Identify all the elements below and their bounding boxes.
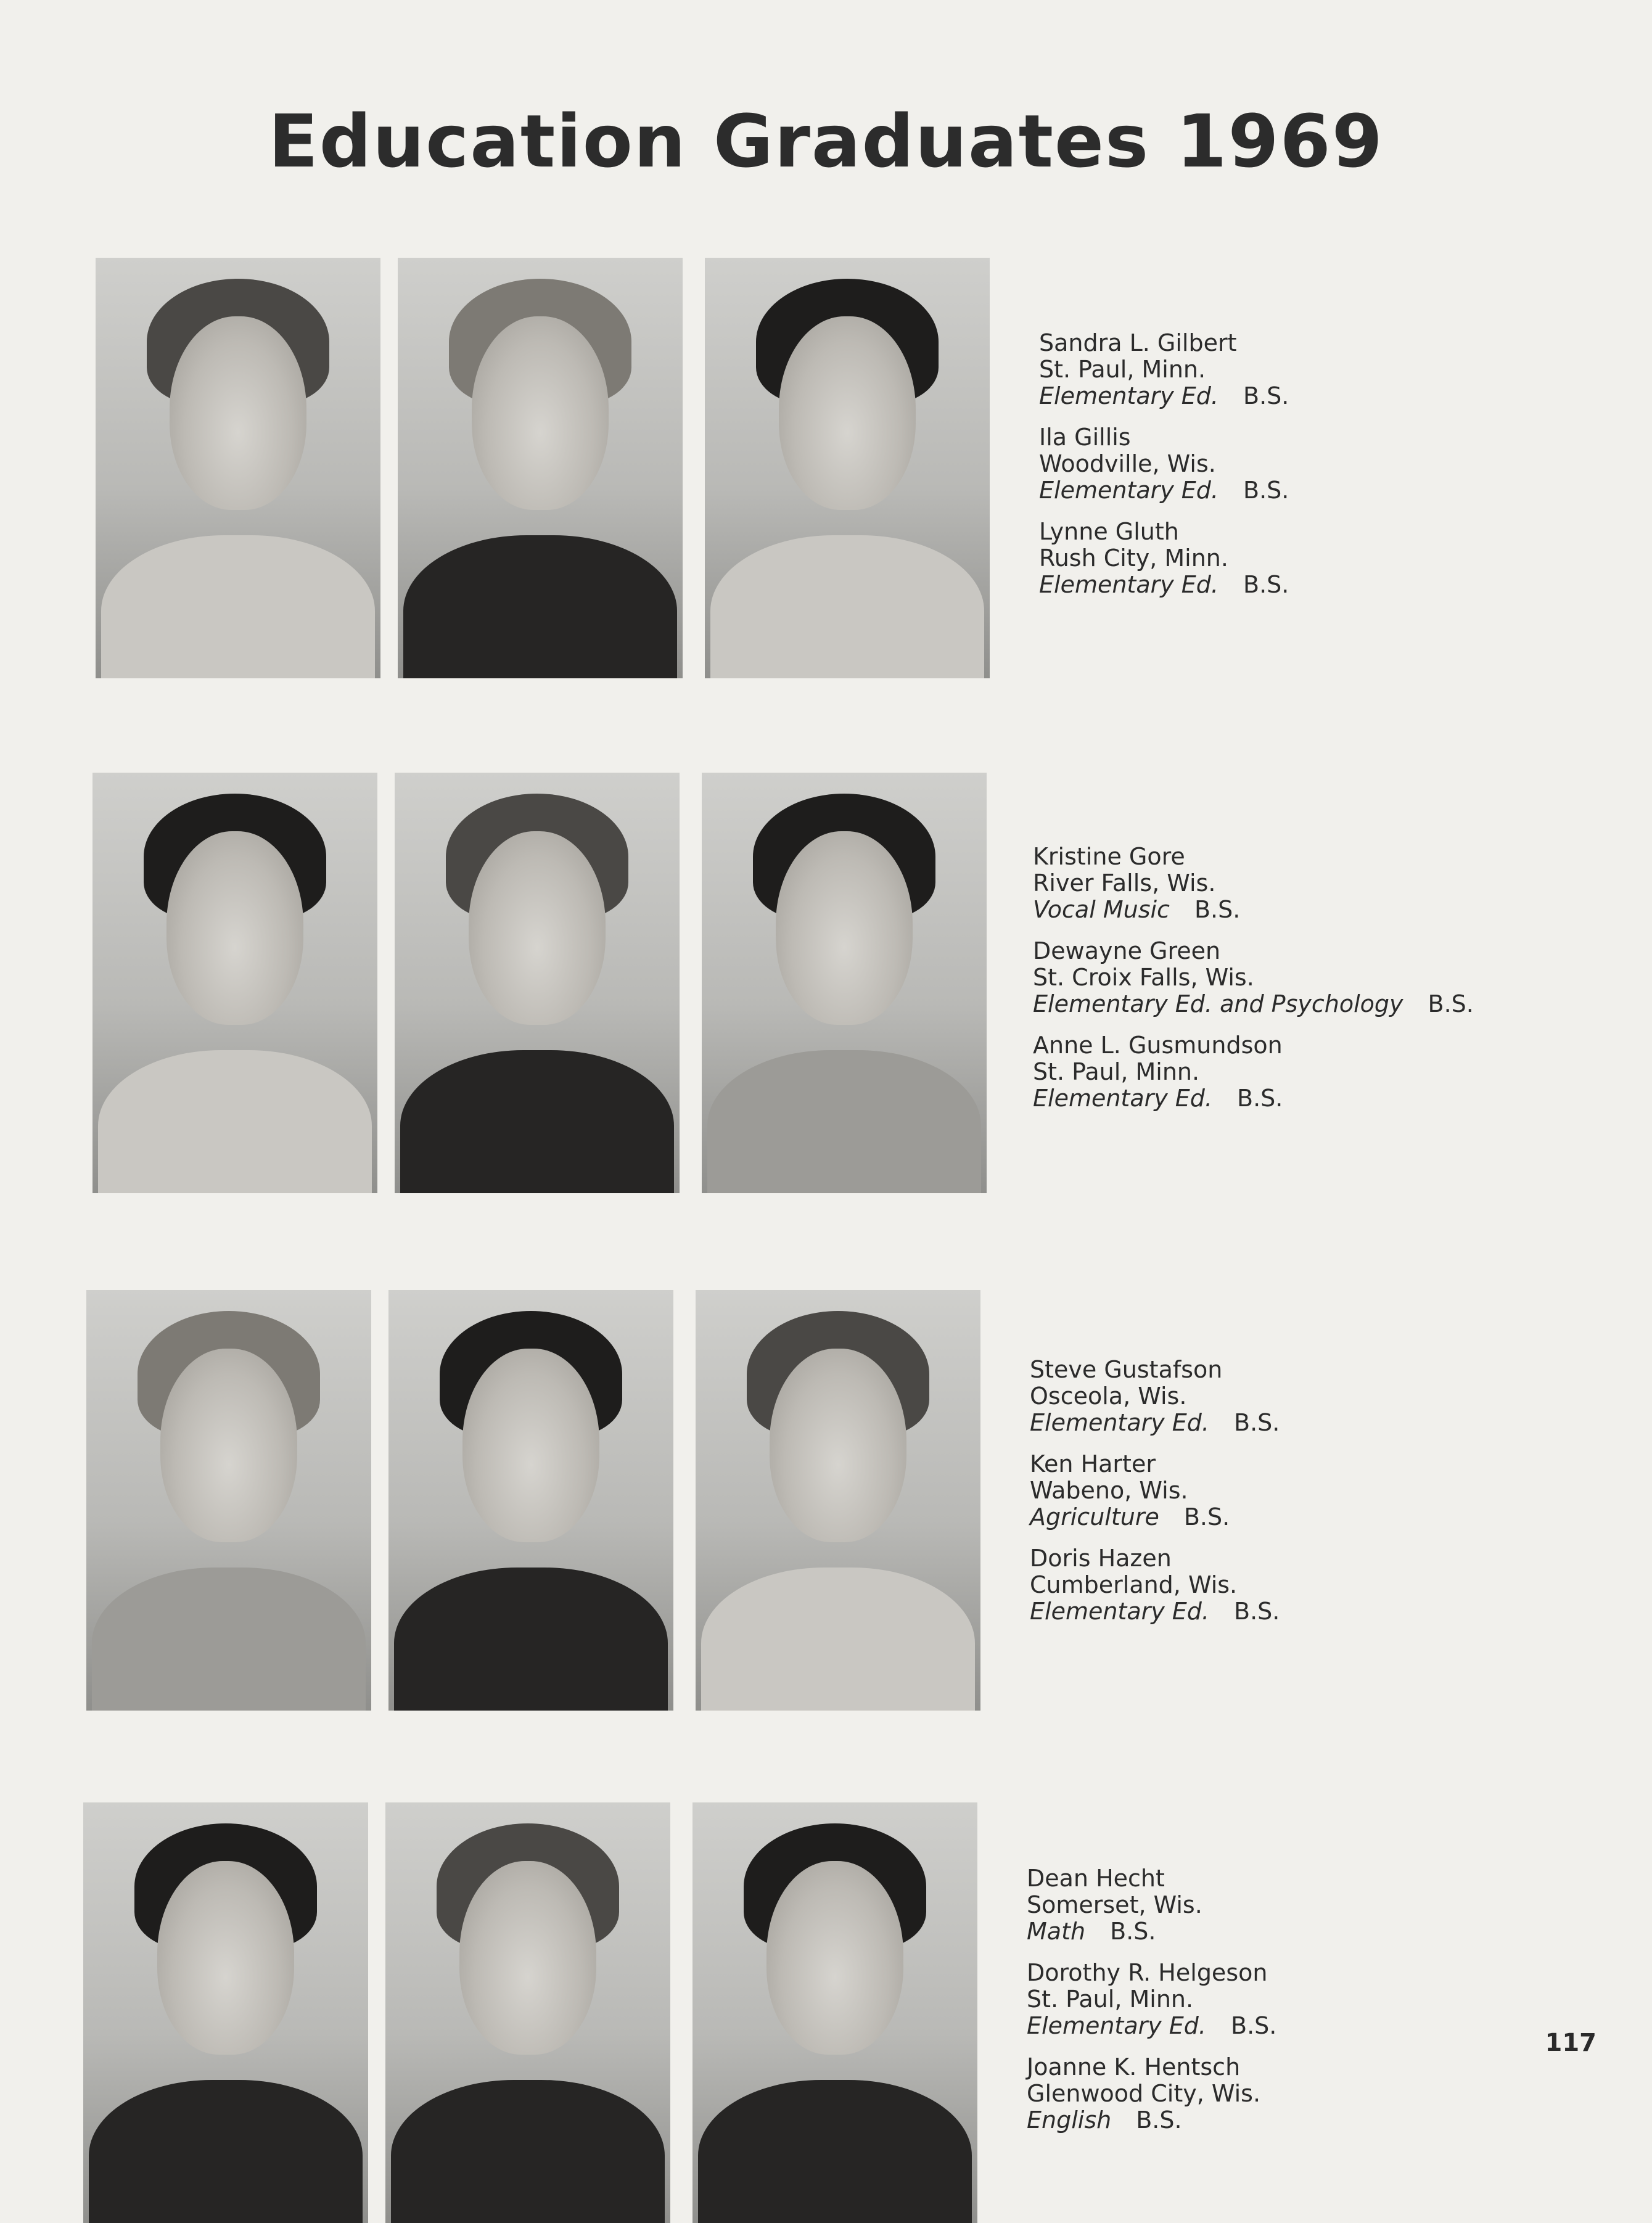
graduate-degree: B.S. [1243,382,1289,409]
graduate-name: Sandra L. Gilbert [1039,329,1237,356]
graduate-entry [1033,938,1474,1017]
graduate-major: Elementary Ed. [1039,382,1219,409]
graduate-name: Dean Hecht [1027,1865,1165,1892]
portrait-photo [705,258,990,678]
graduate-entry [1030,1545,1280,1625]
graduate-hometown: St. Croix Falls, Wis. [1033,964,1254,991]
graduate-hometown: Wabeno, Wis. [1030,1477,1188,1504]
graduate-major: Elementary Ed. [1027,2012,1207,2039]
page-title: Education Graduates 1969 [268,99,1384,184]
portrait-photo [696,1290,980,1711]
graduate-degree: B.S. [1234,1409,1280,1436]
graduate-major: Vocal Music [1033,896,1170,923]
graduate-degree: B.S. [1231,2012,1277,2039]
graduate-entry [1030,1451,1280,1531]
portrait-photo [398,258,683,678]
graduate-entry [1039,330,1289,409]
graduate-hometown: St. Paul, Minn. [1033,1058,1200,1085]
graduate-degree: B.S. [1110,1918,1156,1945]
graduate-major: Elementary Ed. [1030,1598,1210,1625]
graduate-major: English [1027,2106,1112,2134]
graduate-major: Elementary Ed. [1030,1409,1210,1436]
graduate-name: Steve Gustafson [1030,1356,1223,1383]
graduate-list [1027,1865,1276,2148]
portrait-photo [385,1802,670,2223]
graduate-name: Dewayne Green [1033,937,1221,964]
graduate-hometown: Cumberland, Wis. [1030,1571,1238,1598]
graduate-major: Agriculture [1030,1503,1159,1531]
graduate-hometown: Woodville, Wis. [1039,450,1216,477]
graduate-major: Elementary Ed. [1039,477,1219,504]
graduate-entry [1039,519,1289,598]
portrait-photo [692,1802,977,2223]
graduate-degree: B.S. [1237,1085,1283,1112]
graduate-list [1030,1357,1280,1640]
graduate-entry [1039,424,1289,504]
graduate-degree: B.S. [1183,1503,1230,1531]
graduate-major: Elementary Ed. [1033,1085,1213,1112]
graduate-name: Doris Hazen [1030,1545,1172,1572]
graduate-name: Ken Harter [1030,1450,1156,1477]
graduate-hometown: Osceola, Wis. [1030,1383,1187,1410]
portrait-photo [92,773,377,1193]
graduate-hometown: Glenwood City, Wis. [1027,2080,1261,2107]
graduate-entry [1033,844,1474,923]
portrait-photo [395,773,680,1193]
graduate-degree: B.S. [1136,2106,1182,2134]
graduate-list [1039,330,1289,613]
graduate-hometown: St. Paul, Minn. [1027,1986,1194,2013]
graduate-name: Anne L. Gusmundson [1033,1032,1283,1059]
graduate-major: Elementary Ed. [1039,571,1219,598]
graduate-name: Dorothy R. Helgeson [1027,1959,1268,1986]
graduate-entry [1027,2054,1276,2134]
graduate-degree: B.S. [1428,990,1474,1017]
graduate-hometown: River Falls, Wis. [1033,869,1216,897]
portrait-photo [83,1802,368,2223]
graduate-entry [1030,1357,1280,1436]
graduate-name: Ila Gillis [1039,424,1131,451]
graduate-entry [1027,1865,1276,1945]
graduate-major: Elementary Ed. and Psychology [1033,990,1403,1017]
graduate-degree: B.S. [1234,1598,1280,1625]
graduate-degree: B.S. [1243,571,1289,598]
graduate-degree: B.S. [1243,477,1289,504]
graduate-entry [1027,1960,1276,2039]
portrait-photo [388,1290,673,1711]
page-number: 117 [1545,2029,1597,2057]
graduate-name: Joanne K. Hentsch [1027,2053,1241,2081]
graduate-entry [1033,1032,1474,1112]
graduate-name: Kristine Gore [1033,843,1185,870]
portrait-photo [96,258,380,678]
graduate-list [1033,844,1474,1127]
graduate-hometown: St. Paul, Minn. [1039,356,1206,383]
portrait-photo [702,773,987,1193]
graduate-name: Lynne Gluth [1039,518,1179,545]
graduate-hometown: Rush City, Minn. [1039,544,1228,572]
graduate-major: Math [1027,1918,1086,1945]
graduate-degree: B.S. [1194,896,1241,923]
portrait-photo [86,1290,371,1711]
graduate-hometown: Somerset, Wis. [1027,1891,1202,1918]
